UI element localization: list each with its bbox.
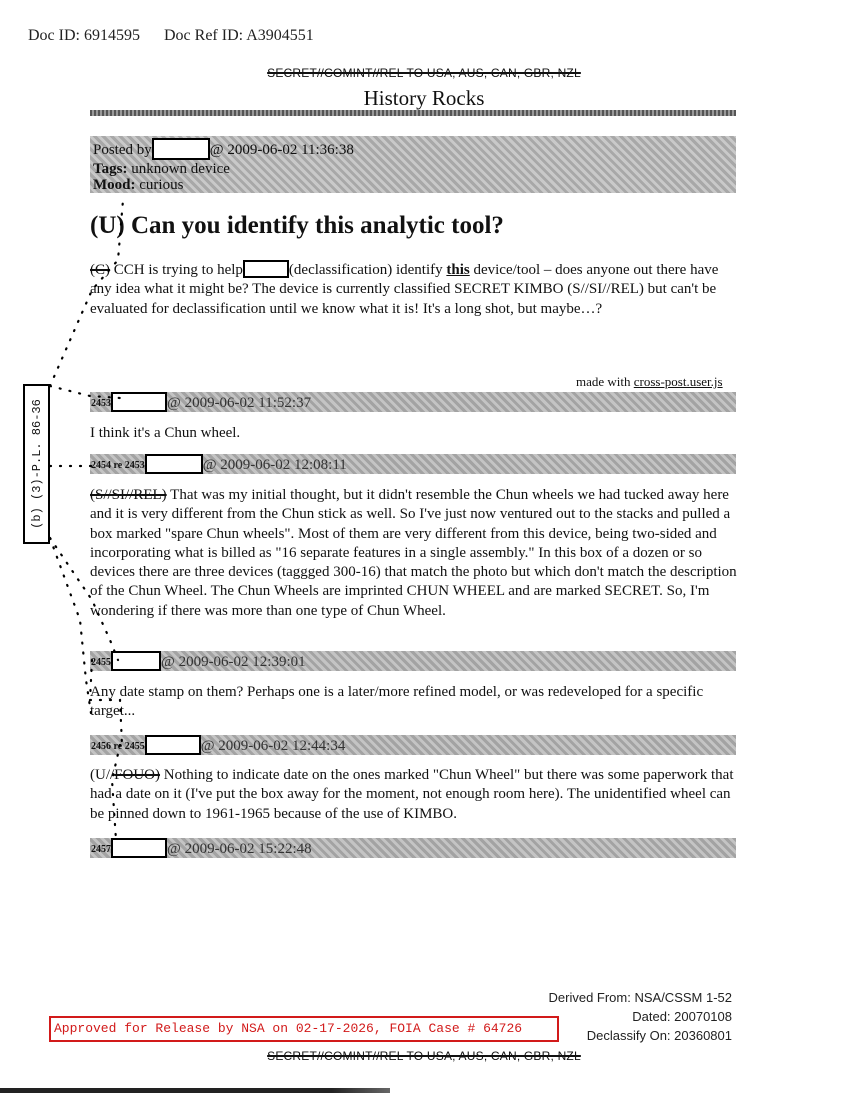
mood-value: curious [139,177,184,193]
mood-label: Mood: [93,177,136,193]
comment-text-2456 [90,766,738,824]
comment-number[interactable]: 2456 re 2455 [91,741,145,752]
comment-timestamp: @ 2009-06-02 12:08:11 [202,457,347,473]
comment-header-2457 [90,838,736,858]
comment-timestamp: @ 2009-06-02 12:39:01 [161,654,306,670]
comment-number[interactable]: 2457 [91,844,111,855]
redaction-box [111,838,167,858]
cross-post-link[interactable]: cross-post.user.js [633,374,723,389]
comment-header-2455 [90,651,736,671]
made-with-credit [576,374,723,390]
redaction-box [243,260,289,278]
declassify-on: Declassify On: 20360801 [586,1028,732,1043]
classification-marking-plain: (U// [90,767,115,783]
classification-banner-top: SECRET//COMINT//REL TO USA, AUS, CAN, GBR, NZL [267,66,581,80]
doc-id-line [28,27,314,45]
comment-timestamp: @ 2009-06-02 15:22:48 [167,841,312,857]
post-body [90,260,738,319]
comment-timestamp: @ 2009-06-02 12:44:34 [200,738,346,754]
emphasis-this: this [446,262,470,278]
redaction-box [111,392,167,412]
classification-marking: (C) [90,262,110,278]
redaction-box [145,735,201,755]
comment-body: Nothing to indicate date on the ones marked "Chun Wheel" but there was some paperwork that had a date on it (I've put the box away for the moment, not enough room here). The unidentified wheel can be pinned down to 1961-1965 because of the use of KIMBO. [90,767,734,822]
page-title: History Rocks [363,86,485,110]
post-body-text-2: (declassification) identify [288,262,447,278]
post-body-text-3: device/tool – does anyone out there have any idea what it might be? The device is currently classified SECRET KIMBO (S//SI//REL) but can't be evaluated for declassification until we know what it is! It's a long shot, but maybe…? [90,262,719,317]
tags-value[interactable]: unknown device [131,161,230,177]
classification-marking: FOUO) [114,767,161,783]
classification-marking: (S//SI//REL) [90,487,167,503]
title-divider [90,110,736,116]
exemption-stamp [23,384,50,544]
comment-number[interactable]: 2455 [91,657,111,668]
comment-number[interactable]: 2453 [91,398,111,409]
comment-body: That was my initial thought, but it didn't resemble the Chun wheels we had tucked away here and it is very different from the Chun stick as well. So I've just now ventured out to the stacks and pulled a box marked "spare Chun wheels". Most of them are very different from this device, being two-sided and incorporating what is billed as "16 separate features in a single assembly." In this box of a dozen or so devices there are three devices (taggged 300-16) that match the photo but which don't match the description of the Chun Wheel. The Chun Wheels are imprinted CHUN WHEEL and are marked SECRET. So, I'm wondering if there was more than one type of Chun Wheel. [90,487,737,619]
post-body-text-1: CCH is trying to help [110,262,243,278]
comment-header-2453 [90,392,736,412]
doc-ref-id: Doc Ref ID: A3904551 [163,27,314,44]
posted-by-label: Posted by [93,142,152,158]
post-title: (U) Can you identify this analytic tool? [90,212,504,239]
redaction-box [152,138,210,160]
comment-timestamp: @ 2009-06-02 11:52:37 [167,395,312,411]
derived-from: Derived From: NSA/CSSM 1-52 [548,990,732,1005]
doc-id: Doc ID: 6914595 [28,27,140,44]
classification-banner-bottom: SECRET//COMINT//REL TO USA, AUS, CAN, GBR, NZL [267,1049,581,1063]
dated: Dated: 20070108 [632,1009,732,1024]
tags-label: Tags: [93,161,128,177]
comment-header-2456 [90,735,736,755]
made-with-prefix: made with [576,374,634,389]
comment-text-2455: Any date stamp on them? Perhaps one is a later/more refined model, or was redeveloped for a specific target... [90,684,704,720]
comment-text-2453: I think it's a Chun wheel. [90,425,241,441]
comment-number[interactable]: 2454 re 2453 [91,460,145,471]
comment-header-2454 [90,454,736,474]
scan-edge-mark [0,1088,390,1093]
exemption-stamp-text: (b) (3)-P.L. 86-36 [29,399,44,529]
approved-for-release-stamp: Approved for Release by NSA on 02-17-2026, FOIA Case # 64726 [49,1016,559,1042]
post-meta-block [90,136,736,193]
redaction-box [145,454,203,474]
comment-text-2454 [90,486,738,621]
redaction-box [111,651,161,671]
posted-at: @ 2009-06-02 11:36:38 [209,142,354,158]
